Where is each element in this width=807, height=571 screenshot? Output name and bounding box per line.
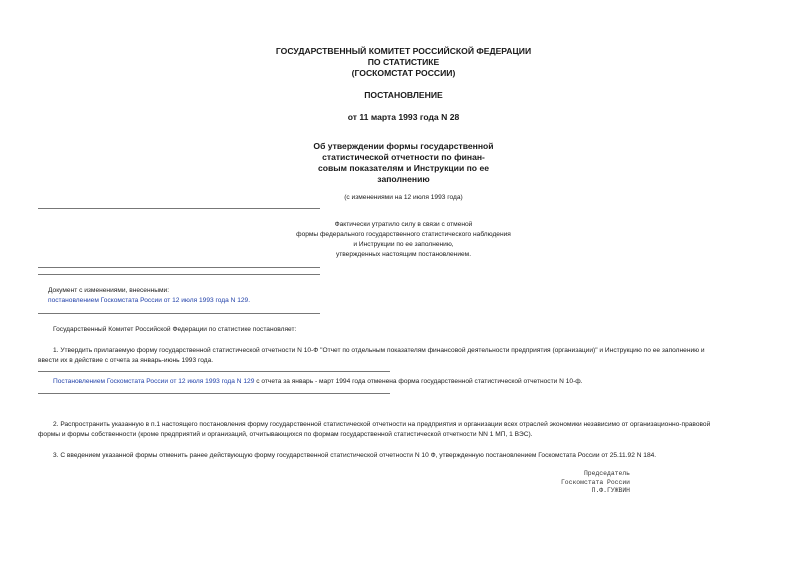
amendment-note: (с изменениями на 12 июля 1993 года) [344, 194, 463, 201]
status-note-line-4: утвержденных настоящим постановлением. [335, 251, 472, 258]
issuer-line-3: (ГОСКОМСТАТ РОССИИ) [351, 68, 456, 78]
issuer-line-2: ПО СТАТИСТИКЕ [367, 57, 440, 67]
signature-block [540, 470, 630, 496]
cancel-note [53, 377, 583, 387]
divider [38, 267, 320, 268]
issuer-line-1: ГОСУДАРСТВЕННЫЙ КОМИТЕТ РОССИЙСКОЙ ФЕДЕРАЦИИ [275, 46, 532, 56]
paragraph-2-line-2: формы и формы собственности (кроме предприятий и организаций, отчитывающихся по формам государственной статистической отчетности NN 1 МП, 1 ВЭС). [38, 431, 533, 438]
signature-title-1: Председатель [583, 470, 630, 477]
paragraph-3: 3. С введением указанной формы отменить ранее действующую форму государственной статистической отчетности N 10 Ф, утвержденную постановлением Госкомстата России от 25.11.92 N 184. [53, 452, 657, 459]
cancel-note-link[interactable]: Постановлением Госкомстата России от 12 июля 1993 года N 129 [53, 378, 255, 385]
subject-line-3: совым показателям и Инструкции по ее [317, 163, 490, 173]
document-date: от 11 марта 1993 года N 28 [347, 112, 460, 122]
divider [38, 393, 390, 394]
divider [38, 371, 390, 372]
subject-line-2: статистической отчетности по финан- [322, 152, 485, 162]
document-type: ПОСТАНОВЛЕНИЕ [364, 90, 443, 100]
subject-line-4: заполнению [377, 174, 430, 184]
preamble: Государственный Комитет Российской Федерации по статистике постановляет: [53, 326, 297, 333]
changes-label: Документ с изменениями, внесенными: [48, 287, 170, 294]
divider [38, 313, 320, 314]
divider [38, 274, 320, 275]
status-note-line-2: формы федерального государственного статистического наблюдения [296, 231, 511, 238]
amendment-link[interactable]: постановлением Госкомстата России от 12 июля 1993 года N 129. [48, 297, 251, 304]
paragraph-2-line-1: 2. Распространить указанную в п.1 настоящего постановления форму государственной статистической отчетности на предприятия и организации всех отраслей экономики независимо от организационно-правовой [53, 421, 711, 428]
divider [38, 208, 320, 209]
cancel-note-text: с отчета за январь - март 1994 года отменена форма государственной статистической отчетности N 10-ф. [254, 378, 583, 385]
subject-line-1: Об утверждении формы государственной [313, 141, 494, 151]
paragraph-1-line-2: ввести их в действие с отчета за январь-июнь 1993 года. [38, 357, 214, 364]
signature-name: П.Ф.ГУЖВИН [591, 487, 630, 494]
status-note-line-3: и Инструкции по ее заполнению, [353, 241, 454, 248]
status-note-line-1: Фактически утратило силу в связи с отменой [334, 221, 473, 228]
signature-title-2: Госкомстата России [560, 478, 630, 486]
paragraph-1-line-1: 1. Утвердить прилагаемую форму государственной статистической отчетности N 10-Ф "Отчет по отдельным показателям финансовой деятельности предприятия (организации)" и Инструкцию по ее заполнению и [53, 347, 705, 354]
